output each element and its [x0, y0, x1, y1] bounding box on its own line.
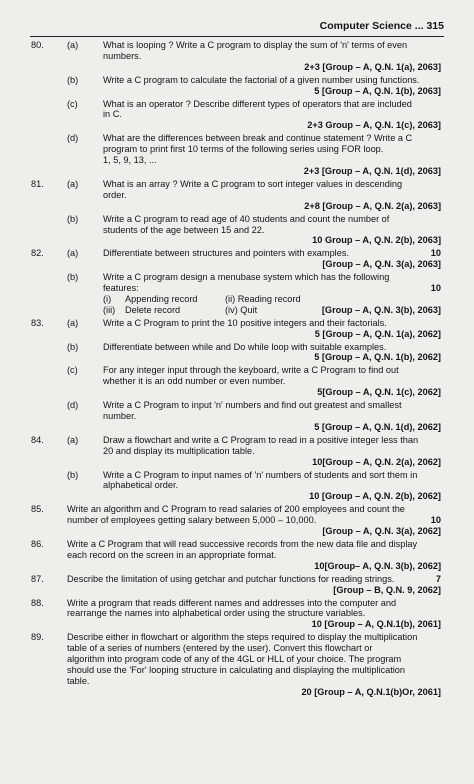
- question-text-line: rearrange the names into alphabetical order using the structure variables.: [67, 608, 366, 619]
- question-body: [67, 632, 441, 697]
- question-text-line: What is an operator ? Describe different types of operators that are included: [103, 98, 412, 109]
- question-text-line: program to print first 10 terms of the following series using FOR loop.: [103, 144, 384, 155]
- question-reference: 5 [Group – A, Q.N. 1(a), 2062]: [314, 328, 441, 339]
- question-body: [103, 435, 441, 468]
- question-text-line: whether it is an odd number or even number.: [103, 376, 286, 387]
- question-reference: [Group – B, Q.N. 9, 2062]: [333, 584, 441, 595]
- question-text-line: Write a C program to calculate the factorial of a given number using functions.: [103, 74, 420, 85]
- reference-line: [67, 526, 441, 537]
- question-text-line: alphabetical order.: [103, 480, 179, 491]
- question-body: [103, 248, 441, 270]
- question-text-line: should use the 'For' looping structure in calculating and displaying the multiplication: [67, 664, 406, 675]
- question-item: [0, 574, 474, 596]
- question-reference: 5 [Group – A, Q.N. 1(b), 2062]: [314, 352, 441, 363]
- question-reference: 2+3 [Group – A, Q.N. 1(a), 2063]: [304, 61, 441, 72]
- header-separator: ...: [411, 20, 427, 32]
- question-body: [103, 214, 441, 247]
- question-reference: 5 [Group – A, Q.N. 1(d), 2062]: [314, 421, 441, 432]
- question-text-line: What are the differences between break and continue statement ? Write a C: [103, 133, 413, 144]
- reference-line: [103, 166, 441, 177]
- question-body: [103, 99, 441, 132]
- question-reference: [Group – A, Q.N. 3(a), 2063]: [322, 259, 441, 270]
- question-text-line: Write a C Program to print the 10 positive integers and their factorials.: [103, 317, 387, 328]
- reference-line: [103, 120, 441, 131]
- sub-question-label: (a): [67, 178, 79, 189]
- question-body: [103, 75, 441, 97]
- spacer: [0, 698, 474, 700]
- question-item: [0, 272, 474, 316]
- question-reference: 10[Group– A, Q.N. 3(b), 2062]: [314, 560, 441, 571]
- reference-line: [103, 62, 441, 73]
- question-body: [103, 365, 441, 398]
- sub-question-label: (a): [67, 317, 79, 328]
- question-item: [0, 318, 474, 340]
- option-text: Delete record: [125, 304, 181, 315]
- question-item: [0, 248, 474, 270]
- question-text: features:: [103, 283, 139, 294]
- sub-question-label: (b): [67, 74, 79, 85]
- sub-question-label: (a): [67, 40, 79, 50]
- question-reference: 5[Group – A, Q.N. 1(c), 2062]: [317, 387, 441, 398]
- question-text-line: in C.: [103, 109, 122, 120]
- question-text-line: each record on the screen in an appropriate format.: [67, 549, 277, 560]
- question-number: 89.: [31, 632, 44, 643]
- question-text: Differentiate between structures and pointers with examples.: [103, 248, 349, 259]
- sub-question-label: (a): [67, 434, 79, 445]
- question-text-line: Write a C Program to input 'n' numbers and find out greatest and smallest: [103, 400, 402, 411]
- option-text: Appending record: [125, 293, 198, 304]
- option-line: [103, 294, 441, 305]
- page-header: [0, 20, 444, 36]
- question-reference: 10 [Group – A, Q.N.1(b), 2061]: [311, 619, 441, 630]
- question-body: [103, 133, 441, 177]
- question-item: [0, 470, 474, 503]
- question-body: [103, 470, 441, 503]
- reference-line: [67, 619, 441, 630]
- question-reference: 10[Group – A, Q.N. 2(a), 2062]: [312, 456, 441, 467]
- question-item: [0, 365, 474, 398]
- question-body: [103, 179, 441, 212]
- question-text-line-with-marks: [103, 283, 441, 294]
- question-reference: 2+8 [Group – A, Q.N. 2(a), 2063]: [304, 200, 441, 211]
- question-text-line: order.: [103, 189, 127, 200]
- marks: 10: [430, 248, 441, 259]
- question-text-line: students of the age between 15 and 22.: [103, 224, 265, 235]
- question-list: [0, 40, 474, 700]
- question-number: 87.: [31, 573, 44, 584]
- marks: 7: [435, 573, 441, 584]
- reference-line: [67, 561, 441, 572]
- reference-line: [103, 457, 441, 468]
- question-item: [0, 598, 474, 631]
- question-body: [103, 318, 441, 340]
- question-text-line-with-marks: [67, 574, 441, 585]
- question-text-line: Write a program that reads different names and addresses into the computer and: [67, 597, 397, 608]
- question-reference: 2+3 Group – A, Q.N. 1(c), 2063]: [307, 120, 441, 131]
- question-body: [103, 400, 441, 433]
- option-line: [103, 305, 441, 316]
- reference-line: [103, 387, 441, 398]
- question-item: [0, 75, 474, 97]
- question-body: [103, 40, 441, 73]
- page-number: 315: [426, 20, 444, 32]
- reference-line: [103, 491, 441, 502]
- reference-line: [103, 86, 441, 97]
- marks: 10: [430, 283, 441, 294]
- question-text-line: Write an algorithm and C Program to read salaries of 200 employees and count the: [67, 504, 405, 515]
- question-text: number of employees getting salary between 5,000 – 10,000.: [67, 515, 317, 526]
- question-text-line: For any integer input through the keyboard, write a C Program to find out: [103, 365, 399, 376]
- question-text-line: number.: [103, 411, 137, 421]
- book-title: Computer Science: [319, 20, 412, 32]
- reference-line: [103, 422, 441, 433]
- sub-question-label: (c): [67, 98, 78, 109]
- question-item: [0, 179, 474, 212]
- sub-question-label: (a): [67, 248, 79, 259]
- sub-question-label: (b): [67, 213, 79, 224]
- question-item: [0, 133, 474, 177]
- question-body: [67, 574, 441, 596]
- question-text-line: Write a C Program that will read successive records from the new data file and display: [67, 538, 418, 549]
- question-text-line: What is looping ? Write a C program to display the sum of 'n' terms of even: [103, 40, 408, 50]
- question-number: 86.: [31, 538, 44, 549]
- question-text-line: What is an array ? Write a C program to sort integer values in descending: [103, 178, 403, 189]
- question-text-line: Draw a flowchart and write a C Program to read in a positive integer less than: [103, 434, 419, 445]
- question-reference: 2+3 [Group – A, Q.N. 1(d), 2063]: [303, 165, 441, 176]
- option-text: (ii) Reading record: [225, 293, 301, 304]
- question-text-line: Write a C Program to input names of 'n' numbers of students and sort them in: [103, 469, 418, 480]
- question-text-line: table.: [67, 675, 90, 686]
- question-text-line: algorithm into program code of any of the 4GL or HLL of your choice. The program: [67, 654, 402, 665]
- question-text: Describe the limitation of using getchar and putchar functions for reading strings.: [67, 573, 395, 584]
- question-text-line: 1, 5, 9, 13, ...: [103, 155, 157, 166]
- question-number: 80.: [31, 40, 44, 50]
- question-reference: 10 Group – A, Q.N. 2(b), 2063]: [312, 235, 441, 246]
- reference-line: [103, 329, 441, 340]
- question-number: 84.: [31, 434, 44, 445]
- sub-question-label: (b): [67, 341, 79, 352]
- question-item: [0, 99, 474, 132]
- question-text-line: 20 and display its multiplication table.: [103, 445, 255, 456]
- reference-line: [103, 235, 441, 246]
- question-reference: 10 [Group – A, Q.N. 2(b), 2062]: [309, 491, 441, 502]
- question-text-line: Write a C program to read age of 40 students and count the number of: [103, 213, 390, 224]
- running-head: [320, 20, 444, 32]
- question-item: [0, 632, 474, 697]
- option-text: (iv) Quit: [225, 304, 258, 315]
- question-body: [67, 539, 441, 572]
- reference-line: [67, 585, 441, 596]
- question-body: [67, 504, 441, 537]
- sub-question-label: (b): [67, 469, 79, 480]
- question-item: [0, 504, 474, 537]
- reference-line: [103, 201, 441, 212]
- question-reference: [Group – A, Q.N. 3(a), 2062]: [322, 526, 441, 537]
- question-item: [0, 214, 474, 247]
- question-text-line-with-marks: [67, 515, 441, 526]
- question-text-line: Describe either in flowchart or algorithm the steps required to display the multiplication: [67, 632, 418, 643]
- sub-question-label: (b): [67, 272, 79, 283]
- question-body: [67, 598, 441, 631]
- question-item: [0, 342, 474, 364]
- header-rule: [30, 36, 444, 37]
- option-index: (i): [103, 293, 112, 304]
- sub-question-label: (d): [67, 133, 79, 144]
- question-text-line-with-marks: [103, 248, 441, 259]
- question-reference: 5 [Group – A, Q.N. 1(b), 2063]: [314, 85, 441, 96]
- reference-line: [103, 259, 441, 270]
- question-item: [0, 539, 474, 572]
- reference-line: [67, 687, 441, 698]
- question-number: 82.: [31, 248, 44, 259]
- question-item: [0, 435, 474, 468]
- question-body: [103, 272, 441, 316]
- question-text-line: Differentiate between while and Do while loop with suitable examples.: [103, 341, 387, 352]
- question-text-line: numbers.: [103, 50, 142, 61]
- question-text-line: table of a series of numbers (entered by the user). Convert this flowchart or: [67, 643, 373, 654]
- question-number: 81.: [31, 178, 44, 189]
- question-item: [0, 400, 474, 433]
- question-number: 83.: [31, 317, 44, 328]
- reference-line: [103, 352, 441, 363]
- question-text-line: Write a C program design a menubase system which has the following: [103, 272, 390, 283]
- question-body: [103, 342, 441, 364]
- question-reference: [Group – A, Q.N. 3(b), 2063]: [321, 304, 441, 315]
- question-item: [0, 40, 474, 73]
- sub-question-label: (d): [67, 400, 79, 411]
- question-number: 85.: [31, 504, 44, 515]
- option-index: (iii): [103, 304, 116, 315]
- sub-question-label: (c): [67, 365, 78, 376]
- question-reference: 20 [Group – A, Q.N.1(b)Or, 2061]: [301, 686, 441, 697]
- question-number: 88.: [31, 597, 44, 608]
- marks: 10: [430, 515, 441, 526]
